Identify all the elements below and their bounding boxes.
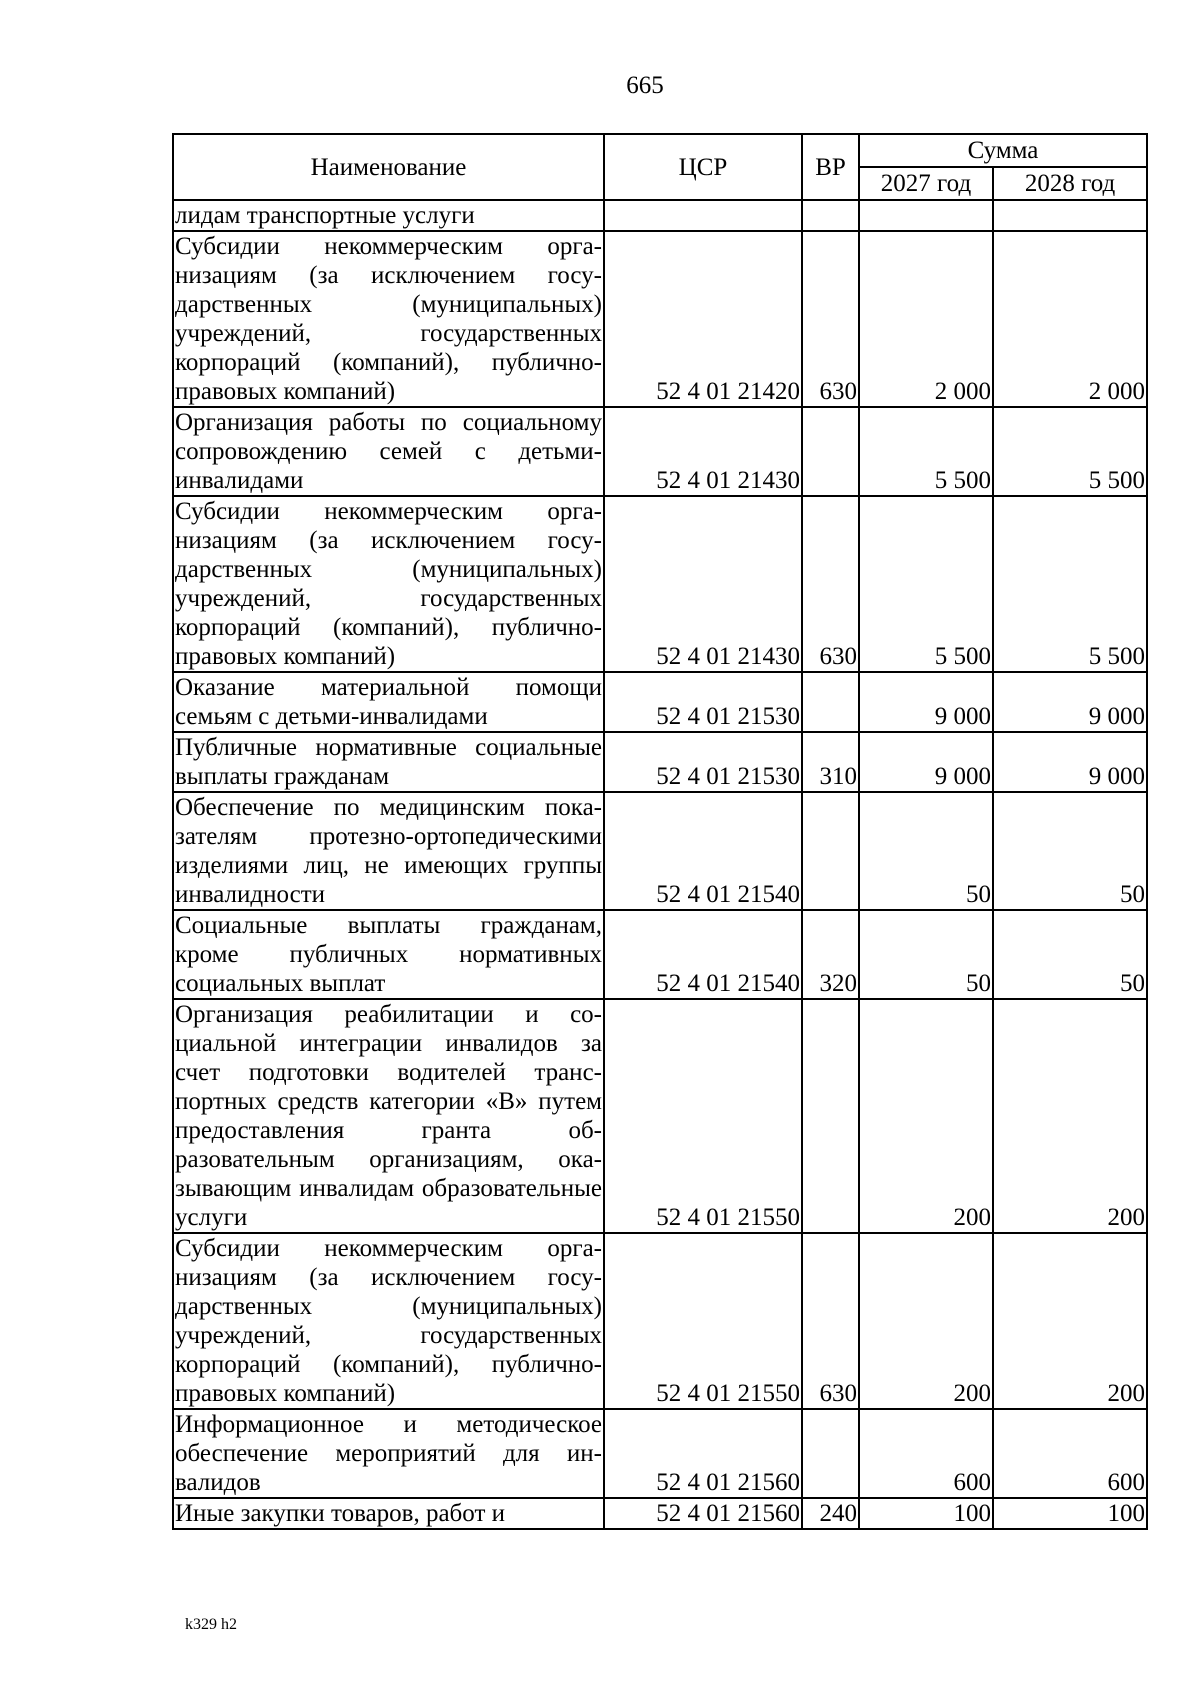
row-vr [802, 1409, 859, 1498]
row-vr [802, 792, 859, 910]
table-row [173, 200, 1147, 231]
row-vr: 320 [802, 910, 859, 999]
row-name: Обеспечение по медицинским показателям протезно-ортопедическими изделиями лиц, не имеющих группы инвалидности [175, 794, 602, 908]
row-sum-2028: 2 000 [993, 231, 1147, 407]
row-vr [802, 672, 859, 732]
row-vr: 630 [802, 496, 859, 672]
table-row [173, 732, 1147, 792]
row-name: Социальные выплаты гражданам, кроме публичных нормативных социальных выплат [175, 912, 602, 997]
table-row [173, 407, 1147, 496]
row-csr: 52 4 01 21560 [604, 1409, 802, 1498]
table-row [173, 1498, 1147, 1529]
row-name: Информационное и методическое обеспечение мероприятий для инвалидов [175, 1411, 602, 1496]
row-csr: 52 4 01 21530 [604, 672, 802, 732]
row-name: Субсидии некоммерческим организациям (за исключением государственных (муниципальных) учреждений, государственных корпораций (компаний), публично-правовых компаний) [175, 1235, 602, 1407]
row-sum-2028: 600 [993, 1409, 1147, 1498]
table-row [173, 910, 1147, 999]
row-sum-2027: 200 [859, 1233, 993, 1409]
row-sum-2028: 9 000 [993, 732, 1147, 792]
row-sum-2027: 50 [859, 792, 993, 910]
row-csr: 52 4 01 21540 [604, 910, 802, 999]
row-csr: 52 4 01 21560 [604, 1498, 802, 1529]
table-header [173, 134, 1147, 200]
table-row [173, 999, 1147, 1233]
row-sum-2028: 9 000 [993, 672, 1147, 732]
row-sum-2027: 200 [859, 999, 993, 1233]
header-year-2027: 2027 год [859, 167, 993, 200]
row-vr: 240 [802, 1498, 859, 1529]
row-name: Организация реабилитации и социальной интеграции инвалидов за счет подготовки водителей транспортных средств категории «В» путем предоставления гранта образовательным организациям, оказывающим инвалидам образовательные услуги [175, 1001, 602, 1231]
row-sum-2027: 5 500 [859, 407, 993, 496]
row-sum-2027: 5 500 [859, 496, 993, 672]
row-name: Субсидии некоммерческим организациям (за исключением государственных (муниципальных) учреждений, государственных корпораций (компаний), публично-правовых компаний) [175, 233, 602, 405]
row-vr [802, 200, 859, 231]
row-csr: 52 4 01 21420 [604, 231, 802, 407]
header-vr: ВР [802, 134, 859, 200]
table-row [173, 672, 1147, 732]
row-name: Публичные нормативные социальные выплаты гражданам [175, 734, 602, 790]
row-csr: 52 4 01 21430 [604, 407, 802, 496]
row-sum-2027: 2 000 [859, 231, 993, 407]
row-sum-2028 [993, 200, 1147, 231]
row-sum-2028: 100 [993, 1498, 1147, 1529]
header-csr: ЦСР [604, 134, 802, 200]
table-row [173, 1409, 1147, 1498]
row-sum-2028: 5 500 [993, 496, 1147, 672]
row-sum-2027: 50 [859, 910, 993, 999]
table-row [173, 1233, 1147, 1409]
row-csr: 52 4 01 21550 [604, 999, 802, 1233]
row-name: Организация работы по социальному сопровождению семей с детьми-инвалидами [175, 409, 602, 494]
row-sum-2028: 200 [993, 1233, 1147, 1409]
row-csr: 52 4 01 21540 [604, 792, 802, 910]
row-sum-2027 [859, 200, 993, 231]
header-year-2028: 2028 год [993, 167, 1147, 200]
row-sum-2027: 9 000 [859, 672, 993, 732]
table-row [173, 496, 1147, 672]
footer-code: k329 h2 [185, 1616, 237, 1633]
table-row [173, 231, 1147, 407]
table-row [173, 792, 1147, 910]
budget-table [172, 133, 1148, 1530]
row-sum-2028: 50 [993, 910, 1147, 999]
row-sum-2027: 100 [859, 1498, 993, 1529]
row-vr [802, 999, 859, 1233]
row-sum-2028: 5 500 [993, 407, 1147, 496]
row-csr: 52 4 01 21530 [604, 732, 802, 792]
row-sum-2028: 50 [993, 792, 1147, 910]
row-name: Субсидии некоммерческим организациям (за исключением государственных (муниципальных) учреждений, государственных корпораций (компаний), публично-правовых компаний) [175, 498, 602, 670]
row-csr: 52 4 01 21550 [604, 1233, 802, 1409]
row-name: Иные закупки товаров, работ и [173, 1498, 604, 1529]
row-name: Оказание материальной помощи семьям с детьми-инвалидами [175, 674, 602, 730]
page-number: 665 [626, 72, 664, 99]
row-sum-2027: 600 [859, 1409, 993, 1498]
row-vr: 630 [802, 231, 859, 407]
row-sum-2028: 200 [993, 999, 1147, 1233]
header-name: Наименование [173, 134, 604, 200]
row-vr: 630 [802, 1233, 859, 1409]
row-csr: 52 4 01 21430 [604, 496, 802, 672]
row-vr: 310 [802, 732, 859, 792]
row-sum-2027: 9 000 [859, 732, 993, 792]
row-name: лидам транспортные услуги [173, 200, 604, 231]
header-sum: Сумма [859, 134, 1147, 167]
row-csr [604, 200, 802, 231]
row-vr [802, 407, 859, 496]
